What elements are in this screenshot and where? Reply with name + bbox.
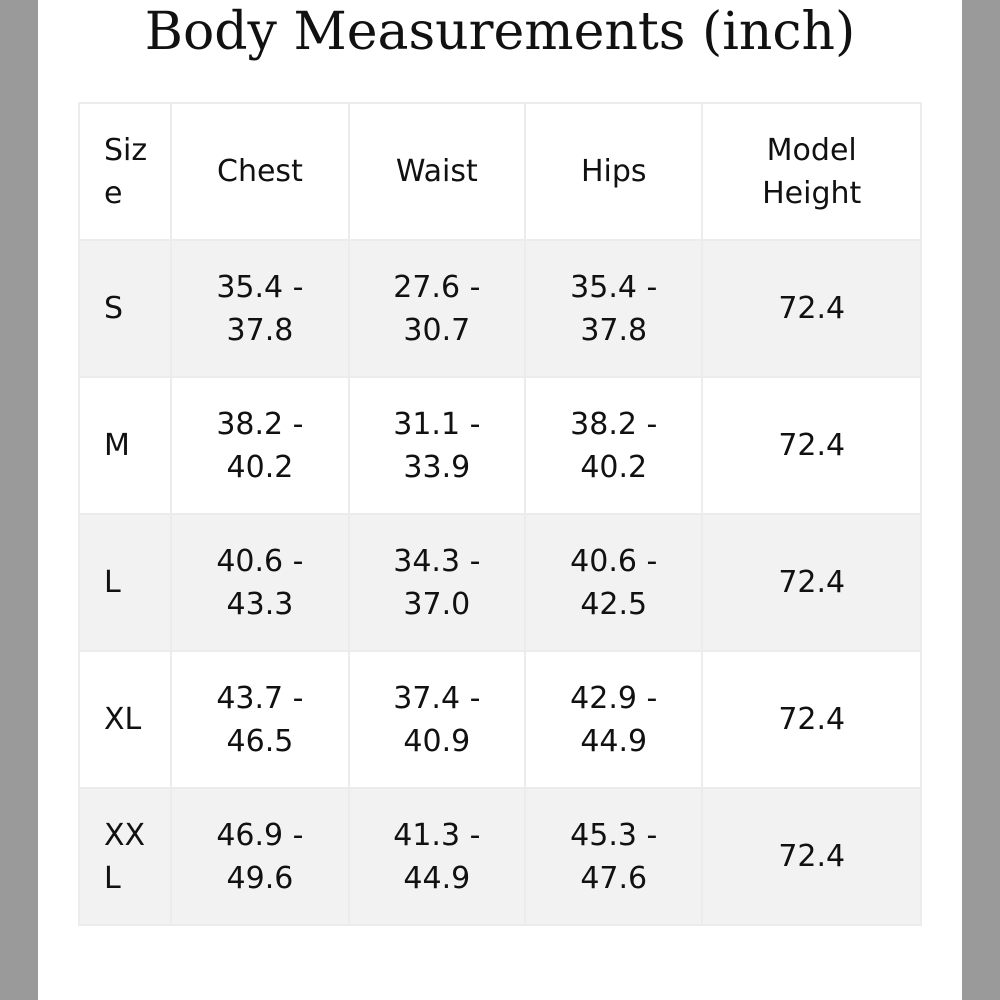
table-row	[79, 377, 921, 514]
header-hips: Hips	[525, 103, 702, 240]
size-cell: L	[79, 514, 171, 651]
waist-cell: 34.3 - 37.0	[349, 514, 525, 651]
size-chart-modal	[38, 0, 962, 1000]
model-height-cell: 72.4	[702, 514, 921, 651]
waist-cell: 41.3 - 44.9	[349, 788, 525, 925]
waist-cell: 37.4 - 40.9	[349, 651, 525, 788]
size-cell: XL	[79, 651, 171, 788]
chest-cell: 40.6 - 43.3	[171, 514, 348, 651]
size-cell: XXL	[79, 788, 171, 925]
chest-cell: 43.7 - 46.5	[171, 651, 348, 788]
header-chest: Chest	[171, 103, 348, 240]
table-header-row	[79, 103, 921, 240]
chest-cell: 35.4 - 37.8	[171, 240, 348, 377]
model-height-cell: 72.4	[702, 240, 921, 377]
header-size: Size	[79, 103, 171, 240]
table-row	[79, 514, 921, 651]
size-cell: M	[79, 377, 171, 514]
hips-cell: 35.4 - 37.8	[525, 240, 702, 377]
hips-cell: 38.2 - 40.2	[525, 377, 702, 514]
table-row	[79, 788, 921, 925]
hips-cell: 42.9 - 44.9	[525, 651, 702, 788]
header-model-height: Model Height	[702, 103, 921, 240]
model-height-cell: 72.4	[702, 788, 921, 925]
size-cell: S	[79, 240, 171, 377]
chest-cell: 38.2 - 40.2	[171, 377, 348, 514]
header-waist: Waist	[349, 103, 525, 240]
hips-cell: 40.6 - 42.5	[525, 514, 702, 651]
waist-cell: 27.6 - 30.7	[349, 240, 525, 377]
chest-cell: 46.9 - 49.6	[171, 788, 348, 925]
table-row	[79, 240, 921, 377]
page-title: Body Measurements (inch)	[144, 2, 856, 62]
waist-cell: 31.1 - 33.9	[349, 377, 525, 514]
hips-cell: 45.3 - 47.6	[525, 788, 702, 925]
model-height-cell: 72.4	[702, 377, 921, 514]
size-chart-table	[78, 102, 922, 926]
model-height-cell: 72.4	[702, 651, 921, 788]
table-row	[79, 651, 921, 788]
